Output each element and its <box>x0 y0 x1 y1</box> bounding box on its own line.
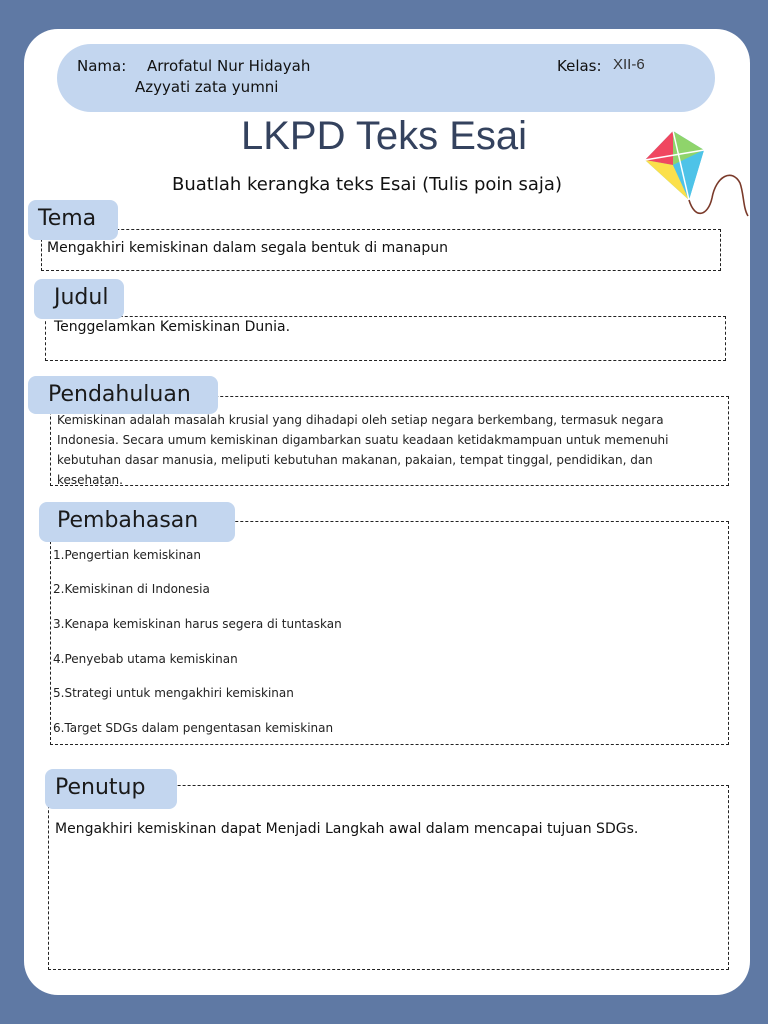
list-item: 3.Kenapa kemiskinan harus segera di tuntaskan <box>53 617 342 631</box>
list-item: 6.Target SDGs dalam pengentasan kemiskinan <box>53 721 334 735</box>
pendahuluan-line: Kemiskinan adalah masalah krusial yang dihadapi oleh setiap negara berkembang, termasuk negara <box>57 413 664 427</box>
list-item: 4.Penyebab utama kemiskinan <box>53 652 238 666</box>
pendahuluan-line: kesehatan. <box>57 473 123 487</box>
pendahuluan-line: Indonesia. Secara umum kemiskinan digambarkan suatu keadaan ketidakmampuan untuk memenuhi <box>57 433 669 447</box>
pembahasan-label: Pembahasan <box>39 502 235 542</box>
penutup-box[interactable] <box>48 785 729 970</box>
list-item: 5.Strategi untuk mengakhiri kemiskinan <box>53 686 294 700</box>
page-subtitle: Buatlah kerangka teks Esai (Tulis poin saja) <box>172 174 562 195</box>
pendahuluan-label: Pendahuluan <box>28 376 218 414</box>
judul-label: Judul <box>34 279 124 319</box>
pendahuluan-line: kebutuhan dasar manusia, meliputi kebutuhan makanan, pakaian, tempat tinggal, pendidikan, dan <box>57 453 653 467</box>
tema-content: Mengakhiri kemiskinan dalam segala bentuk di manapun <box>47 240 448 256</box>
name-label: Nama: <box>77 57 127 75</box>
list-item: 2.Kemiskinan di Indonesia <box>53 582 210 596</box>
list-item: 1.Pengertian kemiskinan <box>53 548 202 562</box>
student-name-2: Azyyati zata yumni <box>135 78 279 96</box>
class-label: Kelas: <box>557 57 602 75</box>
class-value: XII-6 <box>613 56 645 73</box>
page-title: LKPD Teks Esai <box>240 114 528 158</box>
judul-content: Tenggelamkan Kemiskinan Dunia. <box>54 319 291 335</box>
penutup-label: Penutup <box>45 769 177 809</box>
kite-icon <box>640 128 752 222</box>
student-name-1: Arrofatul Nur Hidayah <box>147 57 311 75</box>
penutup-content: Mengakhiri kemiskinan dapat Menjadi Langkah awal dalam mencapai tujuan SDGs. <box>55 821 639 837</box>
tema-label: Tema <box>28 200 118 240</box>
